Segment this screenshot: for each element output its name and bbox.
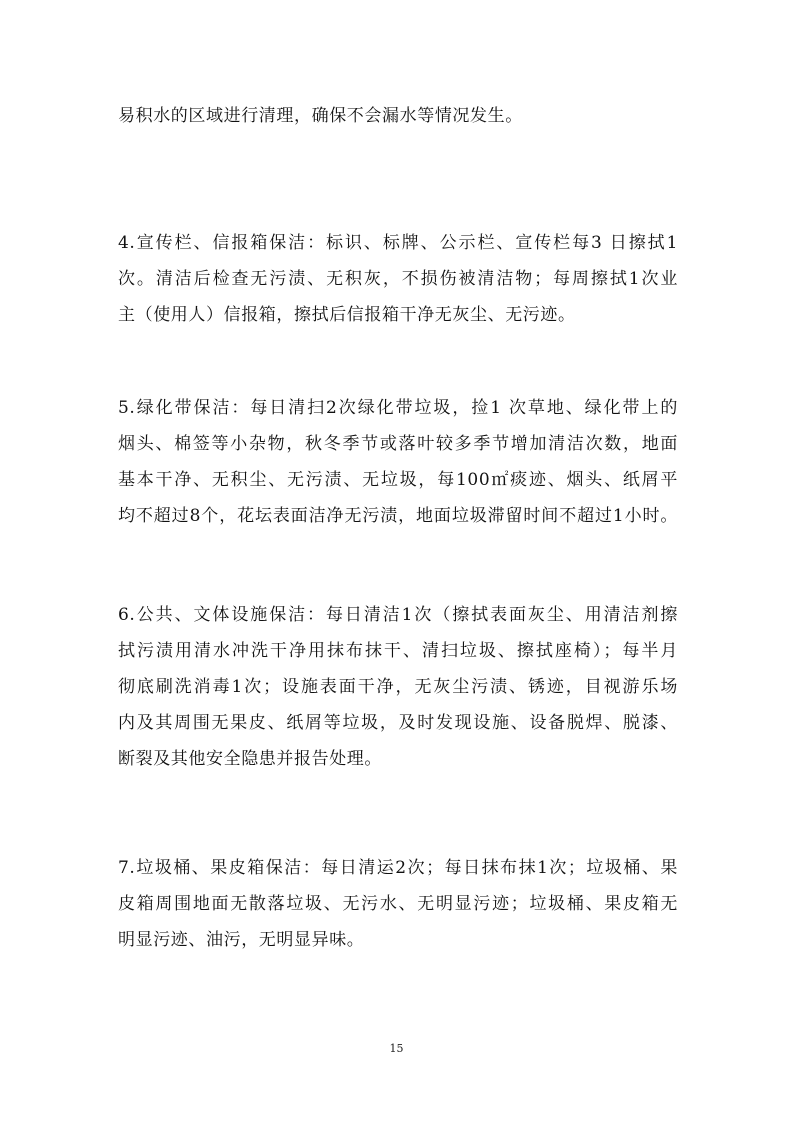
paragraph-item-7 <box>118 850 678 958</box>
text-line: 拭污渍用清水冲洗干净用抹布抹干、清扫垃圾、擦拭座椅）；每半月 <box>118 641 678 661</box>
page-number: 15 <box>389 1042 404 1055</box>
paragraph-item-4 <box>118 225 678 333</box>
paragraph-item-6 <box>118 597 678 777</box>
text-line: 4.宣传栏、信报箱保洁：标识、标牌、公示栏、宣传栏每3 日擦拭1 <box>118 233 678 253</box>
paragraph-item-5 <box>118 390 678 534</box>
text-line: 烟头、棉签等小杂物，秋冬季节或落叶较多季节增加清洁次数，地面 <box>118 434 678 454</box>
text-line: 明显污迹、油污，无明显异味。 <box>118 930 365 950</box>
text-line: 内及其周围无果皮、纸屑等垃圾，及时发现设施、设备脱焊、脱漆、 <box>118 713 678 733</box>
text-line: 易积水的区域进行清理，确保不会漏水等情况发生。 <box>118 106 523 126</box>
text-line: 断裂及其他安全隐患并报告处理。 <box>118 749 382 769</box>
text-line: 次。清洁后检查无污渍、无积灰，不损伤被清洁物；每周擦拭1次业 <box>118 269 678 289</box>
text-line: 基本干净、无积尘、无污渍、无垃圾，每100㎡痰迹、烟头、纸屑平 <box>118 470 678 490</box>
text-line: 均不超过8个，花坛表面洁净无污渍，地面垃圾滞留时间不超过1小时。 <box>118 506 678 526</box>
text-line: 皮箱周围地面无散落垃圾、无污水、无明显污迹；垃圾桶、果皮箱无 <box>118 894 678 914</box>
text-line: 5.绿化带保洁：每日清扫2次绿化带垃圾，捡1 次草地、绿化带上的 <box>118 398 678 418</box>
text-line: 彻底刷洗消毒1次；设施表面干净，无灰尘污渍、锈迹，目视游乐场 <box>118 677 678 697</box>
text-line: 6.公共、文体设施保洁：每日清洁1次（擦拭表面灰尘、用清洁剂擦 <box>118 605 678 625</box>
text-line: 主（使用人）信报箱，擦拭后信报箱干净无灰尘、无污迹。 <box>118 305 576 325</box>
text-line: 7.垃圾桶、果皮箱保洁：每日清运2次；每日抹布抹1次；垃圾桶、果 <box>118 858 678 878</box>
paragraph-continuation <box>118 98 678 134</box>
